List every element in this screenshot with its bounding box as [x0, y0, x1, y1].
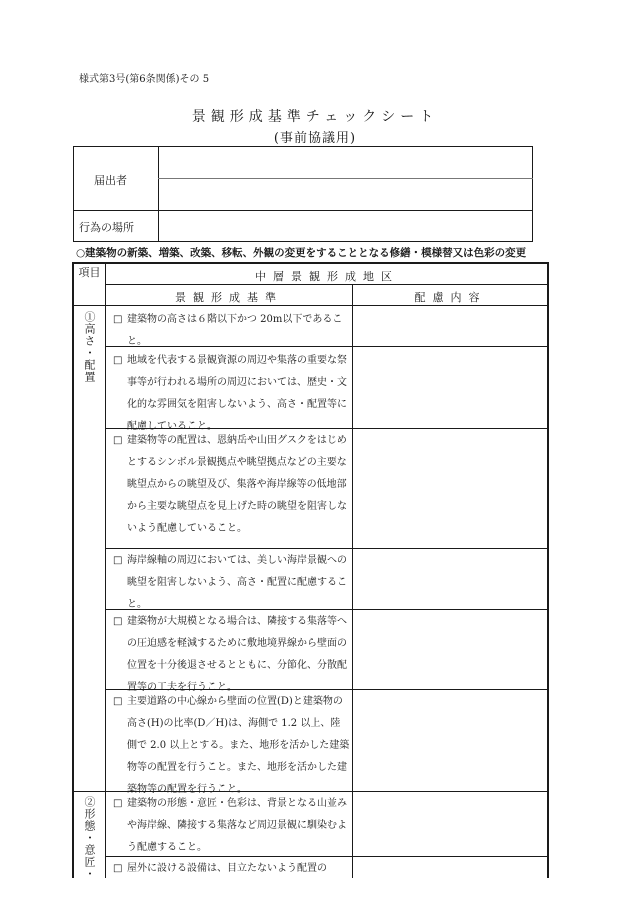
- checkbox[interactable]: □: [113, 798, 123, 809]
- checklist-border-top: [72, 262, 549, 264]
- criteria-item: [113, 430, 350, 540]
- checkbox[interactable]: □: [113, 314, 123, 325]
- applicant-inner-divider: [158, 178, 533, 179]
- checkbox[interactable]: □: [113, 355, 123, 366]
- page-title: 景観形成基準チェックシート: [191, 109, 439, 125]
- criteria-text: 建築物等の配置は、恩納岳や山田グスクをはじめとするシンボル景観拠点や眺望拠点などの主要な眺望点からの眺望及び、集落や海岸線等の低地部から主要な眺望点を見上げた時の眺望を阻害しないよう配慮していること。: [127, 435, 347, 534]
- criteria-header: 景観形成基準: [175, 291, 283, 304]
- criteria-text: 主要道路の中心線から壁面の位置(D)と建築物の高さ(H)の比率(D／H)は、海側で 1.2 以上、陸側で 2.0 以上とする。また、地形を活かした建築物等の配置を行うこと。また、地形を活かした建築物等の配置を行うこと。: [127, 696, 350, 795]
- checkbox[interactable]: □: [113, 555, 123, 566]
- section-label-form-design: ②形態・意匠・: [83, 796, 96, 880]
- criteria-text: 建築物の高さは６階以下かつ 20m以下であること。: [127, 314, 343, 347]
- location-label: 行為の場所: [79, 221, 134, 234]
- scope-note: ○建築物の新築、増築、改築、移転、外観の変更をすることとなる修繕・模様替又は色彩の変更: [76, 247, 527, 259]
- checkbox[interactable]: □: [113, 696, 123, 707]
- page-subtitle: (事前協議用): [273, 131, 357, 146]
- criteria-item: [113, 350, 350, 438]
- applicant-table-border-left: [73, 146, 74, 242]
- criteria-text: 屋外に設ける設備は、目立たないよう配置の: [127, 863, 327, 874]
- criteria-item: [113, 691, 350, 801]
- header-bottom-line: [73, 305, 548, 306]
- row-divider: [106, 548, 548, 549]
- applicant-table-column-divider: [158, 146, 159, 242]
- item-header: 項目: [78, 266, 101, 279]
- district-header: 中層景観形成地区: [255, 270, 399, 283]
- section-label-height-placement: ①高さ・配置: [83, 311, 96, 383]
- criteria-item: [113, 309, 350, 353]
- applicant-table-border-right: [532, 146, 533, 242]
- header-mid-line: [106, 284, 548, 285]
- consideration-header: 配慮内容: [414, 291, 487, 304]
- applicant-field-1[interactable]: [160, 148, 531, 177]
- checklist-border-left: [72, 262, 74, 878]
- checkbox[interactable]: □: [113, 863, 123, 874]
- applicant-label: 届出者: [94, 174, 127, 187]
- criteria-item: [113, 550, 350, 616]
- criteria-item: [113, 793, 350, 859]
- item-column-divider: [105, 263, 106, 878]
- location-field[interactable]: [160, 212, 531, 240]
- checklist-border-right: [547, 262, 549, 878]
- applicant-field-2[interactable]: [160, 180, 531, 209]
- criteria-text: 建築物の形態・意匠・色彩は、背景となる山並みや海岸線、隣接する集落など周辺景観に馴染むよう配慮すること。: [127, 798, 347, 853]
- checkbox[interactable]: □: [113, 616, 123, 627]
- checkbox[interactable]: □: [113, 435, 123, 446]
- criteria-text: 海岸線軸の周辺においては、美しい海岸景観への眺望を阻害しないよう、高さ・配置に配慮すること。: [127, 555, 347, 610]
- applicant-table-border-top: [73, 146, 533, 147]
- criteria-text: 建築物が大規模となる場合は、隣接する集落等への圧迫感を軽減するために敷地境界線から壁面の位置を十分後退させるとともに、分節化、分散配置等の工夫を行うこと。: [127, 616, 347, 693]
- criteria-text: 地域を代表する景観資源の周辺や集落の重要な祭事等が行われる場所の周辺においては、歴史・文化的な雰囲気を阻害しないよう、高さ・配置等に配慮していること。: [127, 355, 347, 432]
- applicant-table-border-bottom: [73, 241, 533, 242]
- form-number: 様式第3号(第6条関係)その 5: [79, 74, 210, 85]
- criteria-item: [113, 858, 350, 878]
- criteria-column-divider: [352, 284, 353, 878]
- applicant-table-divider: [73, 210, 533, 211]
- criteria-item: [113, 611, 350, 699]
